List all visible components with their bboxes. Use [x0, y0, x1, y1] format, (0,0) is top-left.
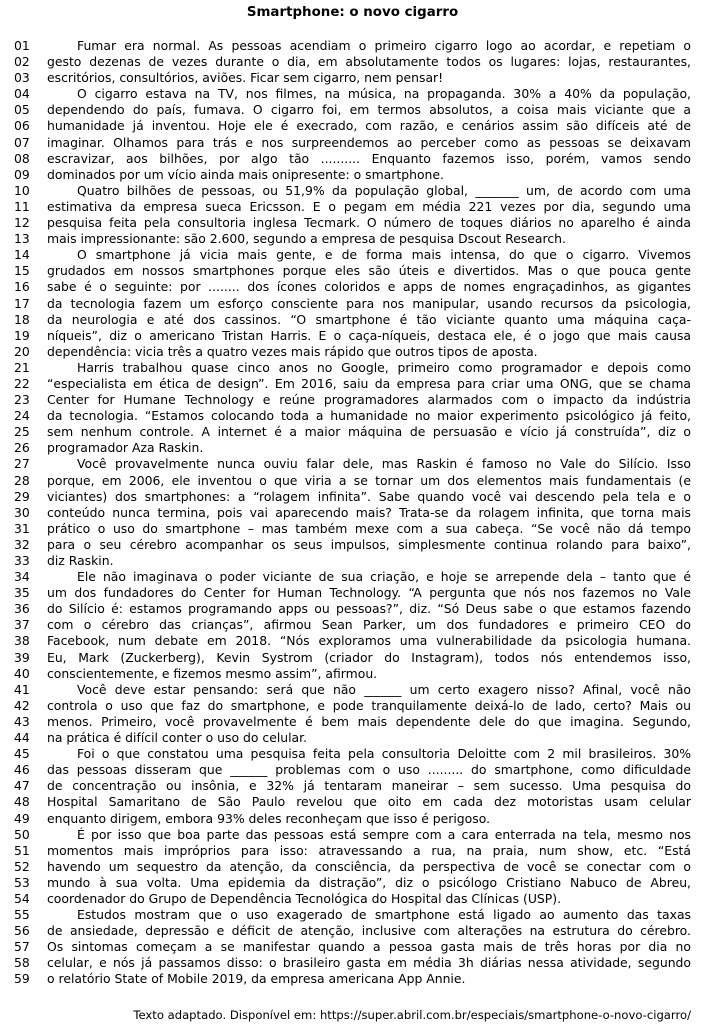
line-text: para o seu cérebro acompanhar os seus impulsos, simplesmente continua rolando para baixo”,	[47, 536, 691, 552]
line-number: 43	[14, 713, 30, 729]
line-text: grudados em nossos smartphones porque eles são úteis e divertidos. Mas o que pouca gente	[47, 263, 691, 279]
line-text: sem nenhum controle. A internet é a maior máquina de persuasão e vício já construída”, diz o	[47, 424, 691, 440]
line-number: 13	[14, 231, 30, 247]
text-line	[14, 70, 694, 86]
line-number: 42	[14, 697, 30, 713]
line-number: 06	[14, 118, 30, 134]
line-text: Os sintomas começam a se manifestar quando a pessoa gasta mais de três horas por dia no	[47, 939, 691, 955]
text-line	[14, 553, 694, 569]
page-title: Smartphone: o novo cigarro	[246, 5, 459, 20]
line-number: 16	[14, 279, 30, 295]
text-line	[14, 199, 694, 215]
text-line	[14, 955, 694, 971]
line-number: 12	[14, 215, 30, 231]
text-line	[14, 682, 694, 698]
line-text: Você provavelmente nunca ouviu falar dele, mas Raskin é famoso no Vale do Silício. Isso	[77, 456, 691, 472]
text-line	[14, 376, 694, 392]
text-line	[14, 408, 694, 424]
line-text: de ansiedade, depressão e déficit de atenção, inclusive com alterações na estrutura do cérebro.	[47, 923, 691, 939]
text-line	[14, 939, 694, 955]
line-number: 28	[14, 472, 30, 488]
text-line	[14, 730, 694, 746]
line-text: “especialista em ética de design”. Em 2016, saiu da empresa para criar uma ONG, que se chama	[47, 375, 691, 391]
line-text: diz Raskin.	[47, 553, 114, 568]
text-line	[14, 827, 694, 843]
line-number: 37	[14, 617, 30, 633]
line-number: 21	[14, 359, 30, 375]
line-number: 40	[14, 665, 30, 681]
text-line	[14, 167, 694, 183]
text-line	[14, 54, 694, 70]
text-line	[14, 762, 694, 778]
line-number: 53	[14, 874, 30, 890]
text-line	[14, 118, 694, 134]
line-number: 52	[14, 858, 30, 874]
text-line	[14, 617, 694, 633]
text-line	[14, 489, 694, 505]
line-text: da neurologia e até dos cassinos. “O smartphone é tão viciante quanto uma máquina caça-	[47, 311, 691, 327]
text-line	[14, 537, 694, 553]
line-text: Harris trabalhou quase cinco anos no Google, primeiro como programador e depois como	[77, 359, 691, 375]
line-text: havendo um sequestro da atenção, da consciência, da perspectiva de você se conectar com o	[47, 858, 691, 874]
line-text: do Silício é: estamos programando apps ou pessoas?”, diz. “Só Deus sabe o que estamos fazendo	[47, 601, 691, 617]
line-text: menos. Primeiro, você provavelmente é bem mais dependente dele do que imagina. Segundo,	[47, 713, 691, 729]
line-number: 44	[14, 730, 30, 746]
line-number: 15	[14, 263, 30, 279]
text-line	[14, 907, 694, 923]
line-text: das pessoas disseram que ______ problemas com o uso ......... do smartphone, como dificuldade	[47, 762, 691, 778]
line-number: 47	[14, 778, 30, 794]
line-number: 04	[14, 86, 30, 102]
line-text: um dos fundadores do Center for Human Technology. “A pergunta que nós nos fazemos no Vale	[47, 585, 691, 601]
text-line	[14, 811, 694, 827]
line-text: momentos mais impróprios para isso: atravessando a rua, na praia, num show, etc. “Está	[47, 842, 691, 858]
line-number: 20	[14, 343, 30, 359]
line-number: 30	[14, 504, 30, 520]
numbered-text-body	[14, 38, 694, 988]
line-text: estimativa da empresa sueca Ericsson. E o pegam em média 221 vezes por dia, segundo uma	[47, 198, 691, 214]
line-number: 35	[14, 585, 30, 601]
line-number: 29	[14, 488, 30, 504]
line-number: 05	[14, 102, 30, 118]
line-text: na prática é difícil conter o uso do celular.	[47, 730, 308, 746]
line-text: da tecnologia fazem um esforço consciente para nos manipular, usando recursos da psicologia,	[47, 295, 691, 311]
line-number: 56	[14, 923, 30, 939]
line-text: Ele não imaginava o poder viciante de sua criação, e hoje se arrepende dela – tanto que é	[77, 569, 691, 585]
line-text: Você deve estar pensando: será que não ______ um certo exagero nisso? Afinal, você não	[77, 681, 691, 697]
text-line	[14, 650, 694, 666]
text-line	[14, 263, 694, 279]
line-number: 09	[14, 166, 30, 182]
text-line	[14, 38, 694, 54]
line-number: 34	[14, 569, 30, 585]
line-text: viciantes) dos smartphones: a “rolagem infinita”. Sabe quando você vai descendo pela tela e o	[47, 488, 691, 504]
text-line	[14, 135, 694, 151]
line-text: mundo à sua volta. Uma epidemia da distração”, diz o psicólogo Cristiano Nabuco de Abreu,	[47, 874, 691, 890]
line-number: 57	[14, 939, 30, 955]
line-text: É por isso que boa parte das pessoas está sempre com a cara enterrada na tela, mesmo nos	[77, 826, 691, 842]
line-number: 17	[14, 295, 30, 311]
line-text: conscientemente, e fizemos mesmo assim”, afirmou.	[47, 665, 378, 681]
line-number: 55	[14, 907, 30, 923]
text-line	[14, 456, 694, 472]
line-text: Hospital Samaritano de São Paulo revelou que oito em cada dez motoristas usam celular	[47, 794, 691, 810]
line-number: 18	[14, 311, 30, 327]
line-text: imaginar. Olhamos para trás e nos surpreendemos ao perceber como as pessoas se deixavam	[47, 134, 691, 150]
line-number: 25	[14, 424, 30, 440]
text-line	[14, 585, 694, 601]
text-line	[14, 215, 694, 231]
text-line	[14, 279, 694, 295]
line-text: de concentração ou insônia, e 32% já tentaram maneirar – sem sucesso. Uma pesquisa do	[47, 778, 691, 794]
text-line	[14, 666, 694, 682]
line-number: 26	[14, 440, 30, 456]
line-number: 14	[14, 247, 30, 263]
line-text: Facebook, num debate em 2018. “Nós exploramos uma vulnerabilidade da psicologia humana.	[47, 633, 691, 649]
line-number: 54	[14, 890, 30, 906]
text-line	[14, 843, 694, 859]
text-line	[14, 473, 694, 489]
text-line	[14, 505, 694, 521]
text-line	[14, 521, 694, 537]
line-text: dominados por um vício ainda mais onipresente: o smartphone.	[47, 166, 444, 182]
line-number: 01	[14, 38, 30, 53]
text-line	[14, 344, 694, 360]
line-text: porque, em 2006, ele inventou o que viria a se tornar um dos elementos mais fundamentais (e	[47, 472, 691, 488]
line-number: 07	[14, 134, 30, 150]
text-line	[14, 424, 694, 440]
line-number: 32	[14, 536, 30, 552]
text-line	[14, 778, 694, 794]
line-text: Quatro bilhões de pessoas, ou 51,9% da população global, _______ um, de acordo com uma	[77, 182, 691, 198]
line-number: 08	[14, 150, 30, 166]
line-number: 10	[14, 182, 30, 198]
line-number: 50	[14, 826, 30, 842]
text-line	[14, 296, 694, 312]
text-line	[14, 440, 694, 456]
line-number: 48	[14, 794, 30, 810]
text-line	[14, 601, 694, 617]
line-number: 19	[14, 327, 30, 343]
line-number: 38	[14, 633, 30, 649]
line-text: humanidade já inventou. Hoje ele é execrado, com razão, e cenários assim são difíceis até de	[47, 118, 691, 134]
text-line	[14, 794, 694, 810]
line-text: programador Aza Raskin.	[47, 440, 204, 456]
text-line	[14, 247, 694, 263]
line-number: 22	[14, 375, 30, 391]
line-number: 27	[14, 456, 30, 472]
line-number: 46	[14, 762, 30, 778]
line-number: 58	[14, 955, 30, 971]
line-text: gesto dezenas de vezes durante o dia, em absolutamente todos os lugares: lojas, restaurantes,	[47, 54, 691, 70]
line-number: 24	[14, 408, 30, 424]
line-text: O smartphone já vicia mais gente, e de forma mais intensa, do que o cigarro. Vivemos	[77, 247, 691, 263]
line-number: 03	[14, 70, 30, 86]
line-text: O cigarro estava na TV, nos filmes, na música, na propaganda. 30% a 40% da população,	[77, 86, 691, 102]
line-text: controla o uso que faz do smartphone, e pode tranquilamente deixá-lo de lado, certo? Mais ou	[47, 697, 691, 713]
text-line	[14, 86, 694, 102]
text-line	[14, 328, 694, 344]
line-text: dependência: vicia três a quatro vezes mais rápido que outros tipos de aposta.	[47, 343, 538, 359]
line-number: 39	[14, 649, 30, 665]
text-line	[14, 971, 694, 987]
line-text: Center for Humane Technology e reúne programadores alarmados com o impacto da indústria	[47, 392, 691, 408]
text-line	[14, 569, 694, 585]
text-line	[14, 102, 694, 118]
line-text: níqueis”, diz o americano Tristan Harris. E o caça-níqueis, destaca ele, é o jogo que mais causa	[47, 327, 691, 343]
text-line	[14, 891, 694, 907]
text-line	[14, 714, 694, 730]
line-text: Fumar era normal. As pessoas acendiam o primeiro cigarro logo ao acordar, e repetiam o	[77, 38, 691, 53]
line-number: 59	[14, 971, 30, 987]
line-number: 45	[14, 746, 30, 762]
line-text: Eu, Mark (Zuckerberg), Kevin Systrom (criador do Instagram), todos nós entendemos isso,	[47, 649, 691, 665]
line-text: celular, e nós já passamos disso: o brasileiro gasta em média 3h diárias nessa atividade, segundo	[47, 955, 691, 971]
text-line	[14, 231, 694, 247]
line-number: 41	[14, 681, 30, 697]
line-number: 02	[14, 54, 30, 70]
line-text: pesquisa feita pela consultoria inglesa Tecmark. O número de toques diários no aparelho é ainda	[47, 215, 691, 231]
text-line	[14, 151, 694, 167]
text-line	[14, 392, 694, 408]
source-citation: Texto adaptado. Disponível em: https://super.abril.com.br/especiais/smartphone-o-novo-cigarro/	[133, 1008, 691, 1022]
text-line	[14, 875, 694, 891]
line-number: 11	[14, 198, 30, 214]
line-text: sabe é o seguinte: por ........ dos ícones coloridos e apps de nomes engraçadinhos, as gigantes	[47, 279, 691, 295]
text-line	[14, 360, 694, 376]
line-number: 51	[14, 842, 30, 858]
line-text: conteúdo nunca termina, pois vai aparecendo mais? Trata-se da rolagem infinita, que torna mais	[47, 504, 691, 520]
line-text: enquanto dirigem, embora 93% deles reconheçam que isso é perigoso.	[47, 810, 491, 826]
line-text: mais impressionante: são 2.600, segundo a empresa de pesquisa Dscout Research.	[47, 231, 566, 247]
line-text: com o cérebro das crianças”, afirmou Sean Parker, um dos fundadores e primeiro CEO do	[47, 617, 691, 633]
line-text: Estudos mostram que o uso exagerado de smartphone está ligado ao aumento das taxas	[77, 907, 691, 923]
line-text: da tecnologia. “Estamos colocando toda a humanidade no maior experimento psicológico já feito,	[47, 408, 691, 424]
line-text: o relatório State of Mobile 2019, da empresa americana App Annie.	[47, 971, 466, 987]
text-line	[14, 312, 694, 328]
line-text: coordenador do Grupo de Dependência Tecnológica do Hospital das Clínicas (USP).	[47, 890, 562, 906]
text-line	[14, 746, 694, 762]
text-line	[14, 859, 694, 875]
line-number: 33	[14, 553, 30, 568]
line-text: dependendo do país, fumava. O cigarro foi, em termos absolutos, a coisa mais viciante que a	[47, 102, 691, 118]
text-line	[14, 183, 694, 199]
text-line	[14, 633, 694, 649]
line-number: 49	[14, 810, 30, 826]
text-line	[14, 923, 694, 939]
text-line	[14, 698, 694, 714]
line-text: escritórios, consultórios, aviões. Ficar sem cigarro, nem pensar!	[47, 70, 444, 86]
line-text: prático o uso do smartphone – mas também mexe com a sua cabeça. “Se você não dá tempo	[47, 520, 691, 536]
line-number: 23	[14, 392, 30, 408]
line-text: Foi o que constatou uma pesquisa feita pela consultoria Deloitte com 2 mil brasileiros. 30%	[77, 746, 691, 762]
line-number: 36	[14, 601, 30, 617]
line-number: 31	[14, 520, 30, 536]
line-text: escravizar, aos bilhões, por algo tão .......... Enquanto fazemos isso, porém, vamos sendo	[47, 150, 691, 166]
